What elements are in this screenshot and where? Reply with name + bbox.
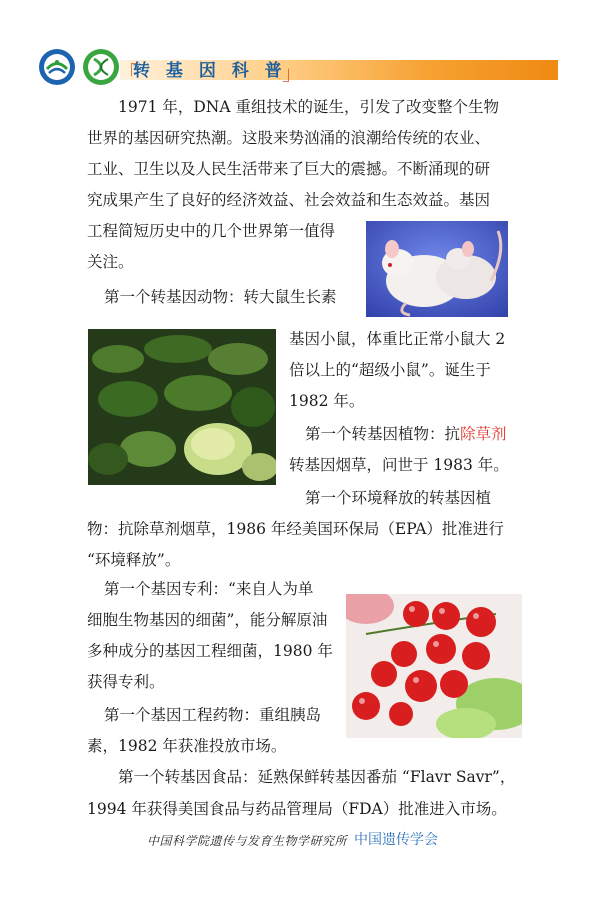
section-title: 转 基 因 科 普	[133, 61, 287, 81]
footer-society: 中国遗传学会	[354, 832, 438, 848]
food-line-1: 第一个转基因食品：延熟保鲜转基因番茄 “Flavr Savr”，	[118, 768, 516, 786]
release-line-3: “环境释放”。	[87, 551, 181, 569]
animal-line-3: 倍以上的“超级小鼠”。诞生于	[289, 361, 491, 379]
drug-line-2: 素，1982 年获准投放市场。	[87, 737, 287, 755]
intro-line-5: 工程简短历史中的几个世界第一值得	[87, 222, 336, 240]
animal-line-4: 1982 年。	[289, 392, 365, 410]
patent-line-1: 第一个基因专利：“来自人为单	[104, 580, 314, 598]
intro-line-6: 关注。	[87, 253, 134, 271]
animal-line-2: 基因小鼠，体重比正常小鼠大 2	[289, 330, 506, 348]
genetics-institute-logo	[38, 48, 76, 86]
intro-line-3: 工业、卫生以及人民生活带来了巨大的震撼。不断涌现的研	[87, 160, 491, 178]
tomatoes-photo	[346, 594, 522, 738]
herbicide-highlight: 除草剂	[460, 425, 507, 443]
title-bracket-right: 」	[282, 61, 302, 85]
tobacco-plants-photo	[88, 329, 276, 485]
page-header	[0, 44, 600, 94]
plant-line-2: 转基因烟草，问世于 1983 年。	[289, 456, 509, 474]
food-line-2: 1994 年获得美国食品与药品管理局（FDA）批准进入市场。	[87, 800, 507, 818]
title-bracket-left: 「	[118, 61, 138, 85]
patent-line-2: 细胞生物基因的细菌”，能分解原油	[87, 611, 328, 629]
patent-line-3: 多种成分的基因工程细菌，1980 年	[87, 642, 333, 660]
release-line-1: 第一个环境释放的转基因植	[305, 489, 492, 507]
white-mice-photo	[366, 221, 508, 317]
patent-line-4: 获得专利。	[87, 673, 165, 691]
drug-line-1: 第一个基因工程药物：重组胰岛	[104, 706, 322, 724]
plant-line-1-prefix: 第一个转基因植物：抗	[305, 425, 461, 443]
plant-line-1	[305, 419, 507, 450]
release-line-2: 物：抗除草剂烟草，1986 年经美国环保局（EPA）批准进行	[87, 520, 504, 538]
intro-line-1: 1971 年，DNA 重组技术的诞生，引发了改变整个生物	[118, 98, 499, 116]
intro-line-2: 世界的基因研究热潮。这股来势汹涌的浪潮给传统的农业、	[87, 129, 491, 147]
genetics-society-logo	[82, 48, 120, 86]
animal-line-1: 第一个转基因动物：转大鼠生长素	[104, 288, 337, 306]
footer-institute: 中国科学院遗传与发育生物学研究所	[147, 834, 348, 848]
intro-line-4: 究成果产生了良好的经济效益、社会效益和生态效益。基因	[87, 191, 491, 209]
